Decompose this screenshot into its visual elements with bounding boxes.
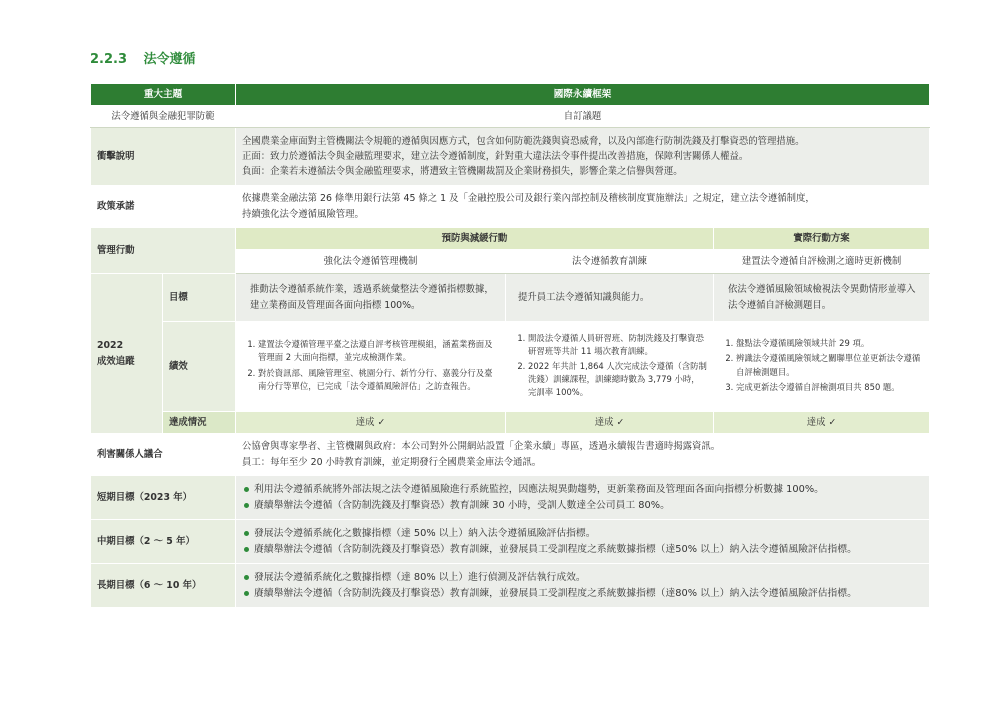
- list-item: 2. 辨識法令遵循風險領域之關聯單位並更新法令遵循自評檢測題目。: [736, 352, 923, 378]
- actions-group-prevent: 預防與減緩行動: [236, 228, 714, 250]
- actions-label: 管理行動: [91, 228, 236, 274]
- short-term-row: [91, 476, 930, 520]
- policy-label: 政策承諾: [91, 186, 236, 228]
- performance-label: 績效: [163, 322, 236, 412]
- impact-line: 全國農業金庫面對主管機關法令規範的遵循與因應方式，包含如何防範洗錢與資恐威脅，以及內部進行防制洗錢及打擊資恐的管理措施。: [242, 135, 805, 147]
- target-label: 目標: [163, 274, 236, 322]
- list-item: [254, 526, 923, 541]
- list-item-text: 利用法令遵循系統將外部法規之法令遵循風險進行系統監控，因應法規異動趨勢，更新業務面及管理面各面向指標分析數據 100%。: [254, 484, 824, 496]
- list-item-text: 賡續舉辦法令遵循（含防制洗錢及打擊資恐）教育訓練，並發展員工受訓程度之系統數據指標（達50% 以上）納入法令遵循風險評估指標。: [254, 543, 857, 555]
- actions-group-actual: 實際行動方案: [714, 228, 930, 250]
- list-item-text: 發展法令遵循系統化之數據指標（達 80% 以上）進行偵測及評估執行成效。: [254, 572, 586, 584]
- performance-list: [512, 332, 707, 399]
- long-term-row: [91, 564, 930, 608]
- policy-row: [91, 186, 930, 228]
- topic-name: 法令遵循與金融犯罪防範: [91, 106, 236, 128]
- stakeholders-content: [236, 434, 930, 476]
- list-item-text: 賡續舉辦法令遵循（含防制洗錢及打擊資恐）教育訓練 30 小時，受訓人數達全公司員工 80%。: [254, 499, 670, 511]
- list-item: 1. 開設法令遵循人員研習班、防制洗錢及打擊資恐研習班等共計 11 場次教育訓練。: [528, 332, 707, 358]
- bullet-icon: [244, 575, 249, 580]
- topic-row: [91, 106, 930, 128]
- status-cell: [236, 412, 506, 434]
- performance-col1: [236, 322, 506, 412]
- list-item: [254, 586, 923, 601]
- section-title: 法令遵循: [143, 52, 196, 67]
- impact-content: [236, 128, 930, 186]
- target-col3: 依法令遵循風險領域檢視法令異動情形並導入法令遵循自評檢測題目。: [714, 274, 930, 322]
- status-text: 達成: [594, 416, 614, 428]
- list-item-text: 賡續舉辦法令遵循（含防制洗錢及打擊資恐）教育訓練，並發展員工受訓程度之系統數據指標（達80% 以上）納入法令遵循風險評估指標。: [254, 587, 857, 599]
- status-label: 達成情況: [163, 412, 236, 434]
- impact-line: 負面：企業若未遵循法令與金融監理要求，將遭致主管機關裁罰及企業財務損失，影響企業之信譽與營運。: [242, 166, 683, 178]
- bullet-icon: [244, 547, 249, 552]
- stakeholders-row: [91, 434, 930, 476]
- impact-row: [91, 128, 930, 186]
- mid-term-content: [236, 520, 930, 564]
- tracking-label: [91, 274, 163, 434]
- tracking-status-row: [91, 412, 930, 434]
- target-col2: 提升員工法令遵循知識與能力。: [506, 274, 714, 322]
- tracking-target-row: [91, 274, 930, 322]
- check-icon: ✓: [377, 416, 386, 428]
- list-item: 2. 2022 年共計 1,864 人次完成法令遵循（含防制洗錢）訓練課程，訓練總時數為 3,779 小時，完訓率 100%。: [528, 360, 707, 399]
- performance-col2: [506, 322, 714, 412]
- list-item: 1. 盤點法令遵循風險領域共計 29 項。: [736, 337, 923, 350]
- short-term-list: [242, 482, 923, 512]
- list-item: [254, 542, 923, 557]
- short-term-content: [236, 476, 930, 520]
- performance-list: [242, 338, 499, 392]
- status-cell: [714, 412, 930, 434]
- bullet-icon: [244, 487, 249, 492]
- check-icon: ✓: [616, 416, 625, 428]
- mid-term-list: [242, 526, 923, 556]
- bullet-icon: [244, 591, 249, 596]
- check-icon: ✓: [828, 416, 837, 428]
- status-text: 達成: [806, 416, 826, 428]
- tracking-year: 2022: [97, 340, 124, 352]
- bullet-icon: [244, 503, 249, 508]
- long-term-label: 長期目標（6 ～ 10 年）: [91, 564, 236, 608]
- long-term-content: [236, 564, 930, 608]
- actions-column: 法令遵循教育訓練: [506, 250, 714, 274]
- bullet-icon: [244, 531, 249, 536]
- impact-label: 衝擊說明: [91, 128, 236, 186]
- list-item: 1. 建置法令遵循管理平臺之法遵自評考核管理模組，涵蓋業務面及管理面 2 大面向指標，並完成檢測作業。: [258, 338, 499, 364]
- stakeholders-label: 利害關係人議合: [91, 434, 236, 476]
- header-framework: 國際永續框架: [236, 84, 930, 106]
- impact-line: 正面：致力於遵循法令與金融監理要求，建立法令遵循制度，針對重大違法法令事件提出改善措施，保障利害關係人權益。: [242, 150, 749, 162]
- list-item: 2. 對於資訊部、風險管理室、桃園分行、新竹分行、嘉義分行及臺南分行等單位，已完成「法令遵循風險評估」之訪查報告。: [258, 367, 499, 393]
- table-header-row: [91, 84, 930, 106]
- header-topic: 重大主題: [91, 84, 236, 106]
- tracking-performance-row: [91, 322, 930, 412]
- list-item-text: 發展法令遵循系統化之數據指標（達 50% 以上）納入法令遵循風險評估指標。: [254, 528, 596, 540]
- section-heading: [90, 48, 196, 67]
- policy-line: 持續強化法令遵循風險管理。: [242, 208, 364, 220]
- list-item: [254, 570, 923, 585]
- stakeholders-line: 公協會與專家學者、主管機關與政府：本公司對外公開網站設置「企業永續」專區，透過永續報告書適時揭露資訊。: [242, 441, 721, 453]
- list-item: [254, 498, 923, 513]
- section-number: 2.2.3: [90, 52, 128, 67]
- topic-framework-value: 自訂議題: [236, 106, 930, 128]
- stakeholders-line: 員工：每年至少 20 小時教育訓練，並定期發行全國農業金庫法令通訊。: [242, 456, 542, 468]
- long-term-list: [242, 570, 923, 600]
- status-cell: [506, 412, 714, 434]
- mid-term-row: [91, 520, 930, 564]
- performance-col3: [714, 322, 930, 412]
- performance-list: [720, 337, 923, 393]
- actions-group-row: [91, 228, 930, 250]
- policy-line: 依據農業金融法第 26 條準用銀行法第 45 條之 1 及「金融控股公司及銀行業內部控制及稽核制度實施辦法」之規定，建立法令遵循制度，: [242, 193, 815, 205]
- mid-term-label: 中期目標（2 ～ 5 年）: [91, 520, 236, 564]
- policy-content: [236, 186, 930, 228]
- actions-column: 建置法令遵循自評檢測之適時更新機制: [714, 250, 930, 274]
- compliance-table: [90, 83, 930, 608]
- actions-column: 強化法令遵循管理機制: [236, 250, 506, 274]
- tracking-title: 成效追蹤: [97, 355, 135, 367]
- short-term-label: 短期目標（2023 年）: [91, 476, 236, 520]
- target-col1: 推動法令遵循系統作業，透過系統彙整法令遵循指標數據，建立業務面及管理面各面向指標 100%。: [236, 274, 506, 322]
- list-item: 3. 完成更新法令遵循自評檢測項目共 850 題。: [736, 381, 923, 394]
- status-text: 達成: [355, 416, 375, 428]
- list-item: [254, 482, 923, 497]
